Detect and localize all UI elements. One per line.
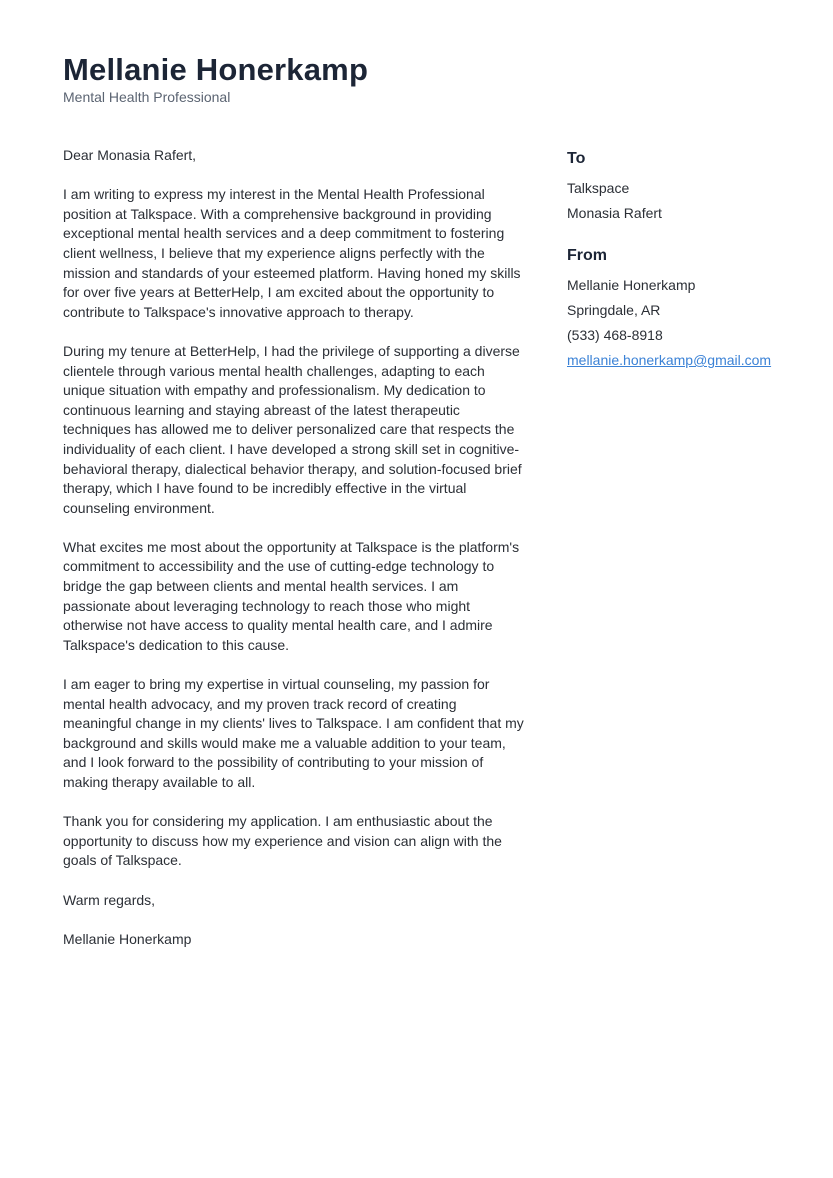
to-heading: To: [567, 150, 586, 167]
applicant-title: Mental Health Professional: [63, 89, 231, 105]
to-section: [567, 148, 807, 226]
to-recipient: Monasia Rafert: [567, 205, 662, 221]
email-link[interactable]: mellanie.honerkamp@gmail.com: [567, 352, 772, 368]
closing: Warm regards,: [63, 891, 156, 908]
letter-paragraph-3: What excites me most about the opportunity at Talkspace is the platform's commitment to accessibility and the use of cutting-edge technology to bridge the gap between clients and mental health services. I am passionate about leveraging technology to reach those who might otherwise not have access to quality mental health care, and I admire Talkspace's dedication to this cause.: [63, 538, 520, 653]
from-name: Mellanie Honerkamp: [567, 277, 696, 293]
letter-paragraph-5: Thank you for considering my application. I am enthusiastic about the opportunity to discuss how my experience and vision can align with the goals of Talkspace.: [63, 813, 502, 869]
applicant-name: Mellanie Honerkamp: [63, 52, 369, 87]
from-section: [567, 245, 807, 373]
from-phone: (533) 468-8918: [567, 327, 663, 343]
sidebar: [567, 146, 807, 392]
letter-paragraph-2: During my tenure at BetterHelp, I had the privilege of supporting a diverse clientele through various mental health challenges, adapting to each unique situation with empathy and professionalism. My dedication to continuous learning and staying abreast of the latest therapeutic techniques has allowed me to deliver personalized care that respects the individuality of each client. I have developed a strong skill set in cognitive-behavioral therapy, dialectical behavior therapy, and solution-focused brief therapy, which I have found to be incredibly effective in the virtual counseling environment.: [63, 342, 522, 516]
letter-paragraph-1: I am writing to express my interest in the Mental Health Professional position at Talkspace. With a comprehensive background in providing exceptional mental health services and a deep commitment to fostering client wellness, I believe that my experience aligns perfectly with the mission and standards of your esteemed platform. Having honed my skills for over five years at BetterHelp, I am excited about the opportunity to contribute to Talkspace's innovative approach to therapy.: [63, 186, 521, 320]
from-heading: From: [567, 247, 607, 264]
letter-paragraph-4: I am eager to bring my expertise in virtual counseling, my passion for mental health advocacy, and my proven track record of creating meaningful change in my clients' lives to Talkspace. I am confident that my background and skills would make me a valuable addition to your team, and I look forward to the possibility of contributing to your mission of making therapy available to all.: [63, 676, 524, 790]
to-company: Talkspace: [567, 180, 630, 196]
signature: Mellanie Honerkamp: [63, 930, 192, 947]
salutation: Dear Monasia Rafert,: [63, 147, 197, 163]
letter-body: [63, 146, 525, 969]
from-location: Springdale, AR: [567, 302, 661, 318]
header: [63, 52, 368, 106]
